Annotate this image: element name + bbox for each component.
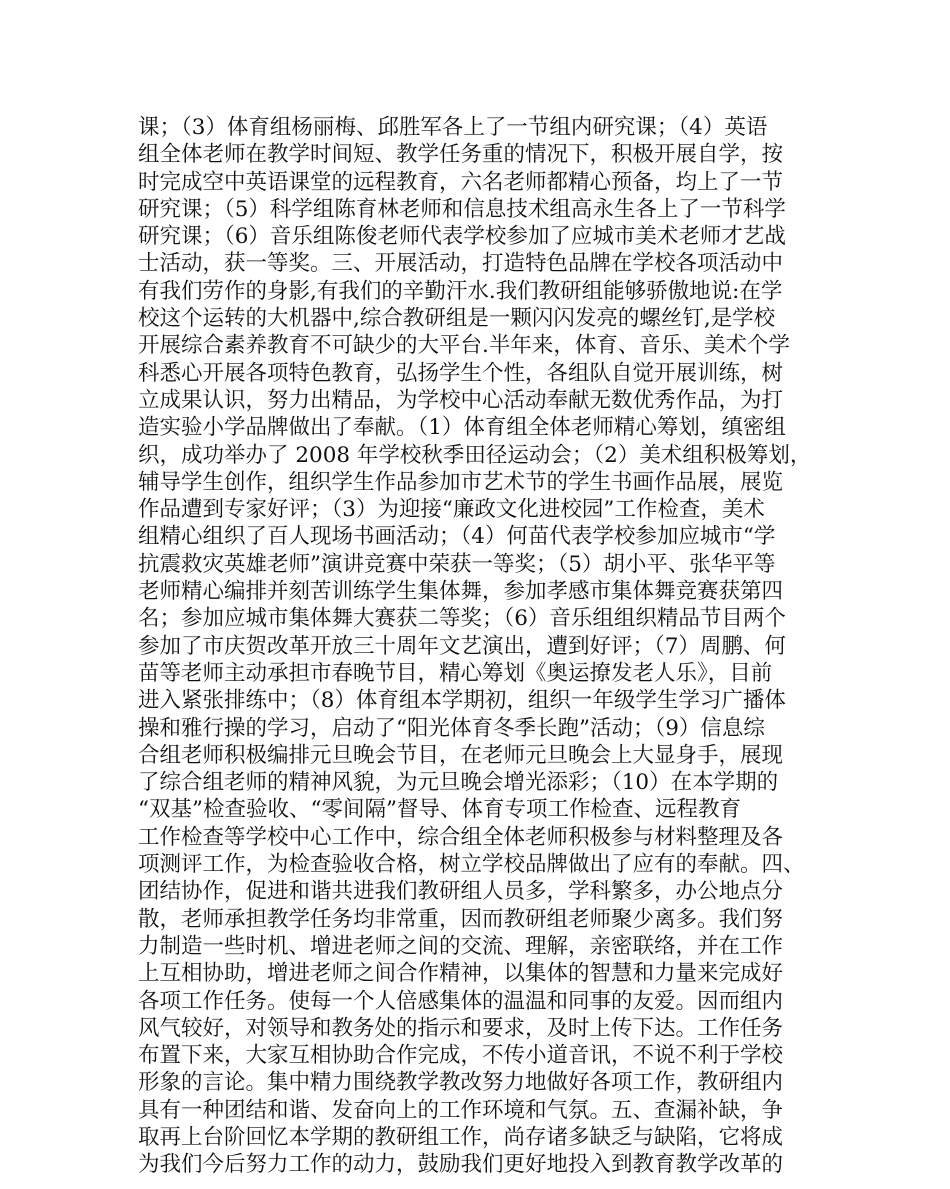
text-line: 操和雅行操的学习，启动了“阳光体育冬季长跑”活动；（9）信息综 — [138, 715, 765, 741]
text-line: 时完成空中英语课堂的远程教育，六名老师都精心预备，均上了一节 — [138, 169, 784, 195]
text-line: 合组老师积极编排元旦晚会节目，在老师元旦晚会上大显身手，展现 — [138, 742, 784, 768]
text-line: 织，成功举办了 2008 年学校秋季田径运动会；（2）美术组积极筹划， — [138, 442, 812, 468]
text-line: 苗等老师主动承担市春晚节目，精心筹划《奥运撩发老人乐》，目前 — [138, 660, 773, 686]
text-line: 课；（3）体育组杨丽梅、邱胜军各上了一节组内研究课；（4）英语 — [138, 115, 768, 140]
text-line: 老师精心编排并刻苦训练学生集体舞，参加孝感市集体舞竞赛获第四 — [138, 579, 784, 605]
text-line: 研究课；（6）音乐组陈俊老师代表学校参加了应城市美术老师才艺战 — [138, 224, 786, 250]
text-line: 校这个运转的大机器中,综合教研组是一颗闪闪发亮的螺丝钉,是学校 — [138, 306, 776, 332]
text-line: 工作检查等学校中心工作中，综合组全体老师积极参与材料整理及各 — [138, 824, 784, 850]
text-line: 团结协作，促进和谐共进我们教研组人员多，学科繁多，办公地点分 — [138, 879, 784, 905]
text-line: 开展综合素养教育不可缺少的大平台.半年来，体育、音乐、美术个学 — [138, 333, 790, 359]
text-line: 了综合组老师的精神风貌，为元旦晚会增光添彩；（10）在本学期的 — [138, 770, 779, 796]
text-line: 士活动，获一等奖。三、开展活动，打造特色品牌在学校各项活动中 — [138, 251, 784, 277]
text-line: 作品遭到专家好评；（3）为迎接“廉政文化进校园”工作检查，美术 — [138, 497, 765, 523]
text-line: 名；参加应城市集体舞大赛获二等奖；（6）音乐组组织精品节目两个 — [138, 606, 786, 632]
text-line: 风气较好，对领导和教务处的指示和要求，及时上传下达。工作任务 — [138, 1015, 784, 1041]
text-line: 取再上台阶回忆本学期的教研组工作，尚存诸多缺乏与缺陷，它将成 — [138, 1124, 784, 1150]
text-line: 上互相协助，增进老师之间合作精神，以集体的智慧和力量来完成好 — [138, 961, 784, 987]
body-text — [138, 114, 818, 1179]
text-line: 有我们劳作的身影,有我们的辛勤汗水.我们教研组能够骄傲地说:在学 — [138, 278, 783, 304]
text-line: 组全体老师在教学时间短、教学任务重的情况下，积极开展自学，按 — [138, 142, 784, 168]
text-line: 科悉心开展各项特色教育，弘扬学生个性，各组队自觉开展训练，树 — [138, 360, 784, 386]
text-line: 辅导学生创作，组织学生作品参加市艺术节的学生书画作品展，展览 — [138, 469, 784, 495]
text-line: “双基”检查验收、“零间隔”督导、体育专项工作检查、远程教育 — [138, 797, 741, 823]
text-line: 立成果认识，努力出精品，为学校中心活动奉献无数优秀作品，为打 — [138, 387, 784, 413]
text-line: 抗震救灾英雄老师”演讲竞赛中荣获一等奖；（5）胡小平、张华平等 — [138, 551, 776, 577]
text-line: 进入紧张排练中；（8）体育组本学期初，组织一年级学生学习广播体 — [138, 688, 786, 714]
text-line: 组精心组织了百人现场书画活动；（4）何苗代表学校参加应城市“学 — [138, 524, 776, 550]
text-line: 布置下来，大家互相协助合作完成，不传小道音讯，不说不利于学校 — [138, 1043, 784, 1069]
text-line: 研究课；（5）科学组陈育林老师和信息技术组高永生各上了一节科学 — [138, 196, 786, 222]
text-line: 项测评工作，为检查验收合格，树立学校品牌做出了应有的奉献。四、 — [138, 852, 805, 878]
text-line: 散，老师承担教学任务均非常重，因而教研组老师聚少离多。我们努 — [138, 906, 784, 932]
text-line: 参加了市庆贺改革开放三十周年文艺演出，遭到好评；（7）周鹏、何 — [138, 633, 786, 659]
text-line: 力制造一些时机、增进老师之间的交流、理解，亲密联络，并在工作 — [138, 933, 784, 959]
text-line: 造实验小学品牌做出了奉献。（1）体育组全体老师精心筹划，缜密组 — [138, 415, 786, 441]
text-line: 为我们今后努力工作的动力，鼓励我们更好地投入到教育教学改革的 — [138, 1152, 784, 1178]
text-line: 形象的言论。集中精力围绕教学教改努力地做好各项工作，教研组内 — [138, 1070, 784, 1096]
text-line: 各项工作任务。使每一个人倍感集体的温温和同事的友爱。因而组内 — [138, 988, 784, 1014]
text-line: 具有一种团结和谐、发奋向上的工作环境和气氛。五、查漏补缺，争 — [138, 1097, 784, 1123]
